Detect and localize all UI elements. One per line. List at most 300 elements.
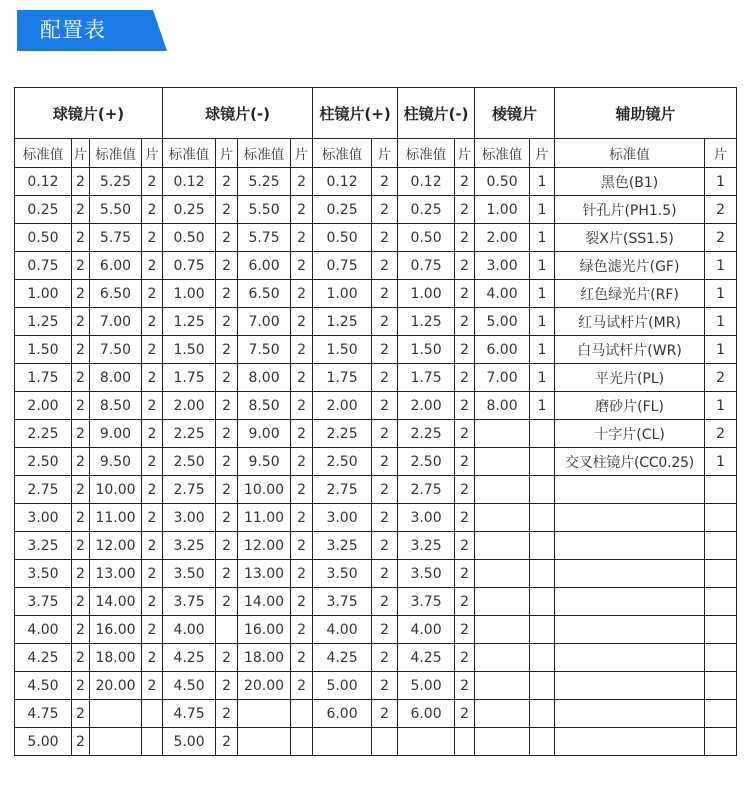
value-cell — [475, 588, 530, 616]
value-cell — [475, 700, 530, 728]
count-cell: 2 — [372, 168, 398, 196]
value-cell: 5.75 — [238, 224, 291, 252]
value-cell: 4.75 — [163, 700, 216, 728]
table-row — [15, 560, 737, 588]
count-cell: 2 — [291, 672, 313, 700]
value-cell: 2.75 — [398, 476, 455, 504]
value-cell: 6.00 — [398, 700, 455, 728]
value-cell: 5.25 — [90, 168, 142, 196]
count-header: 片 — [705, 139, 737, 168]
count-header: 片 — [142, 139, 163, 168]
count-cell: 2 — [455, 588, 475, 616]
value-cell: 3.75 — [398, 588, 455, 616]
value-cell: 1.00 — [15, 280, 72, 308]
value-cell: 7.00 — [238, 308, 291, 336]
count-cell: 2 — [72, 224, 90, 252]
value-cell: 2.00 — [163, 392, 216, 420]
value-cell — [555, 700, 705, 728]
count-cell: 2 — [142, 420, 163, 448]
value-cell — [555, 504, 705, 532]
count-cell — [530, 476, 555, 504]
value-cell — [238, 700, 291, 728]
count-cell: 2 — [216, 476, 238, 504]
count-cell — [705, 672, 737, 700]
table-row — [15, 364, 737, 392]
count-cell: 2 — [216, 336, 238, 364]
group-header: 柱镜片(+) — [313, 88, 398, 139]
count-cell: 2 — [142, 196, 163, 224]
value-cell: 4.25 — [15, 644, 72, 672]
table-row — [15, 504, 737, 532]
value-cell: 0.12 — [398, 168, 455, 196]
value-cell: 0.75 — [15, 252, 72, 280]
count-cell: 2 — [705, 364, 737, 392]
count-cell: 2 — [72, 392, 90, 420]
count-cell: 2 — [705, 420, 737, 448]
count-cell: 2 — [72, 560, 90, 588]
value-cell — [555, 616, 705, 644]
count-cell: 2 — [455, 168, 475, 196]
count-cell: 2 — [705, 224, 737, 252]
count-cell: 2 — [72, 420, 90, 448]
value-cell: 2.25 — [163, 420, 216, 448]
count-cell: 2 — [455, 280, 475, 308]
value-cell: 0.50 — [398, 224, 455, 252]
value-cell — [555, 532, 705, 560]
count-cell — [705, 560, 737, 588]
configuration-table — [14, 87, 737, 756]
value-header: 标准值 — [15, 139, 72, 168]
value-cell: 6.00 — [313, 700, 372, 728]
table-row — [15, 392, 737, 420]
value-cell — [475, 616, 530, 644]
count-cell — [530, 672, 555, 700]
value-cell: 3.50 — [313, 560, 372, 588]
count-cell — [530, 588, 555, 616]
count-header: 片 — [291, 139, 313, 168]
value-cell — [555, 560, 705, 588]
value-cell: 2.25 — [398, 420, 455, 448]
count-cell: 2 — [72, 364, 90, 392]
value-cell — [313, 728, 372, 756]
value-cell: 1.25 — [313, 308, 372, 336]
count-cell: 2 — [291, 504, 313, 532]
count-cell — [530, 616, 555, 644]
count-cell: 1 — [705, 336, 737, 364]
value-cell: 3.25 — [15, 532, 72, 560]
value-cell: 5.00 — [313, 672, 372, 700]
value-cell: 2.75 — [313, 476, 372, 504]
count-cell: 2 — [455, 616, 475, 644]
table-row — [15, 728, 737, 756]
count-cell: 1 — [530, 280, 555, 308]
value-cell: 0.50 — [475, 168, 530, 196]
count-cell: 2 — [372, 672, 398, 700]
value-cell: 12.00 — [238, 532, 291, 560]
count-cell: 2 — [455, 504, 475, 532]
value-cell: 0.75 — [398, 252, 455, 280]
value-cell: 裂X片(SS1.5) — [555, 224, 705, 252]
value-cell: 10.00 — [238, 476, 291, 504]
value-cell: 9.50 — [90, 448, 142, 476]
value-cell: 2.00 — [15, 392, 72, 420]
value-header: 标准值 — [555, 139, 705, 168]
count-cell — [705, 616, 737, 644]
value-cell: 1.50 — [163, 336, 216, 364]
value-cell — [555, 476, 705, 504]
value-cell: 14.00 — [238, 588, 291, 616]
count-cell: 2 — [216, 728, 238, 756]
value-cell: 18.00 — [238, 644, 291, 672]
count-cell: 2 — [291, 420, 313, 448]
count-cell: 2 — [291, 476, 313, 504]
count-cell: 2 — [72, 532, 90, 560]
value-cell: 4.25 — [313, 644, 372, 672]
count-cell: 1 — [530, 224, 555, 252]
value-cell: 0.12 — [15, 168, 72, 196]
value-cell: 6.00 — [238, 252, 291, 280]
count-cell: 1 — [530, 252, 555, 280]
count-cell: 1 — [705, 168, 737, 196]
value-cell: 3.25 — [313, 532, 372, 560]
value-cell: 1.00 — [398, 280, 455, 308]
count-cell: 2 — [455, 224, 475, 252]
value-cell: 0.12 — [313, 168, 372, 196]
count-cell — [372, 728, 398, 756]
count-cell: 2 — [216, 420, 238, 448]
value-header: 标准值 — [475, 139, 530, 168]
count-cell: 2 — [291, 308, 313, 336]
count-cell — [530, 560, 555, 588]
value-cell: 11.00 — [238, 504, 291, 532]
count-cell: 2 — [455, 196, 475, 224]
count-cell: 2 — [291, 392, 313, 420]
count-cell: 2 — [455, 420, 475, 448]
count-header: 片 — [530, 139, 555, 168]
count-cell — [705, 728, 737, 756]
count-cell: 2 — [72, 308, 90, 336]
table-row — [15, 616, 737, 644]
count-cell: 2 — [72, 644, 90, 672]
value-header: 标准值 — [238, 139, 291, 168]
value-cell: 3.50 — [398, 560, 455, 588]
value-cell: 6.00 — [475, 336, 530, 364]
count-cell: 2 — [142, 532, 163, 560]
count-cell — [455, 728, 475, 756]
value-cell: 3.00 — [15, 504, 72, 532]
count-cell: 2 — [216, 672, 238, 700]
value-header: 标准值 — [398, 139, 455, 168]
count-cell: 2 — [216, 224, 238, 252]
count-cell: 2 — [216, 280, 238, 308]
value-cell: 1.25 — [15, 308, 72, 336]
value-cell: 4.00 — [398, 616, 455, 644]
value-cell: 3.75 — [313, 588, 372, 616]
value-cell: 13.00 — [90, 560, 142, 588]
value-cell: 3.50 — [163, 560, 216, 588]
value-cell: 16.00 — [90, 616, 142, 644]
count-cell: 2 — [72, 588, 90, 616]
value-cell: 5.00 — [475, 308, 530, 336]
value-cell — [475, 532, 530, 560]
group-header-row — [15, 88, 737, 139]
table-row — [15, 280, 737, 308]
value-cell: 13.00 — [238, 560, 291, 588]
value-cell: 1.25 — [398, 308, 455, 336]
count-cell: 2 — [216, 504, 238, 532]
value-cell: 1.00 — [475, 196, 530, 224]
count-cell: 2 — [372, 448, 398, 476]
value-cell: 1.50 — [313, 336, 372, 364]
value-cell: 8.50 — [238, 392, 291, 420]
value-cell: 磨砂片(FL) — [555, 392, 705, 420]
section-title: 配置表 — [40, 18, 106, 42]
value-cell: 2.50 — [15, 448, 72, 476]
count-cell: 2 — [455, 560, 475, 588]
value-cell — [238, 728, 291, 756]
count-cell: 2 — [455, 336, 475, 364]
count-cell: 2 — [142, 336, 163, 364]
value-cell: 8.00 — [475, 392, 530, 420]
value-cell: 平光片(PL) — [555, 364, 705, 392]
count-cell: 2 — [142, 588, 163, 616]
count-cell: 2 — [216, 560, 238, 588]
count-cell: 1 — [530, 168, 555, 196]
count-cell: 2 — [291, 644, 313, 672]
count-cell: 2 — [455, 308, 475, 336]
value-cell: 0.50 — [163, 224, 216, 252]
count-cell: 2 — [216, 644, 238, 672]
value-cell: 红色绿光片(RF) — [555, 280, 705, 308]
value-cell: 2.75 — [15, 476, 72, 504]
value-cell: 8.50 — [90, 392, 142, 420]
count-cell: 2 — [455, 644, 475, 672]
count-cell — [216, 616, 238, 644]
value-cell: 3.00 — [475, 252, 530, 280]
value-cell — [475, 476, 530, 504]
count-cell: 1 — [705, 252, 737, 280]
count-cell: 2 — [291, 224, 313, 252]
count-cell — [530, 700, 555, 728]
count-cell: 2 — [372, 560, 398, 588]
value-cell: 10.00 — [90, 476, 142, 504]
count-cell: 2 — [72, 672, 90, 700]
count-cell — [530, 644, 555, 672]
count-cell: 2 — [72, 252, 90, 280]
value-cell: 黑色(B1) — [555, 168, 705, 196]
count-header: 片 — [216, 139, 238, 168]
count-cell: 2 — [372, 504, 398, 532]
count-cell: 2 — [72, 196, 90, 224]
count-cell: 2 — [216, 168, 238, 196]
group-header: 柱镜片(-) — [398, 88, 475, 139]
count-cell: 2 — [372, 476, 398, 504]
value-cell — [555, 672, 705, 700]
value-cell: 2.50 — [163, 448, 216, 476]
value-cell: 2.50 — [313, 448, 372, 476]
value-cell: 6.50 — [90, 280, 142, 308]
count-cell: 2 — [372, 420, 398, 448]
value-cell — [398, 728, 455, 756]
count-cell: 2 — [72, 448, 90, 476]
count-cell: 2 — [72, 728, 90, 756]
count-cell — [530, 420, 555, 448]
count-cell: 2 — [216, 700, 238, 728]
count-cell: 2 — [142, 392, 163, 420]
count-cell: 1 — [530, 308, 555, 336]
value-cell: 0.25 — [15, 196, 72, 224]
value-cell: 0.50 — [15, 224, 72, 252]
count-cell: 2 — [372, 700, 398, 728]
value-cell: 5.00 — [398, 672, 455, 700]
value-cell — [475, 672, 530, 700]
count-cell: 2 — [142, 448, 163, 476]
value-cell — [475, 504, 530, 532]
count-cell: 2 — [372, 252, 398, 280]
count-cell: 2 — [142, 168, 163, 196]
value-cell: 3.50 — [15, 560, 72, 588]
value-cell: 8.00 — [238, 364, 291, 392]
count-cell: 2 — [291, 560, 313, 588]
value-cell: 4.75 — [15, 700, 72, 728]
count-cell: 1 — [705, 308, 737, 336]
value-cell: 2.50 — [398, 448, 455, 476]
value-cell — [90, 700, 142, 728]
group-header: 球镜片(-) — [163, 88, 313, 139]
count-cell: 2 — [72, 616, 90, 644]
count-cell — [291, 728, 313, 756]
count-cell: 2 — [372, 644, 398, 672]
value-cell: 3.75 — [163, 588, 216, 616]
count-cell: 2 — [455, 252, 475, 280]
value-cell: 1.50 — [15, 336, 72, 364]
value-cell: 0.12 — [163, 168, 216, 196]
value-cell: 针孔片(PH1.5) — [555, 196, 705, 224]
count-cell: 2 — [372, 280, 398, 308]
count-cell: 2 — [291, 588, 313, 616]
count-cell: 2 — [291, 336, 313, 364]
value-cell: 2.25 — [15, 420, 72, 448]
value-cell: 5.50 — [238, 196, 291, 224]
count-cell: 2 — [455, 476, 475, 504]
table-row — [15, 644, 737, 672]
table-row — [15, 252, 737, 280]
value-cell: 1.00 — [163, 280, 216, 308]
value-cell: 20.00 — [90, 672, 142, 700]
count-cell: 2 — [216, 392, 238, 420]
count-cell: 1 — [530, 336, 555, 364]
value-cell: 1.75 — [398, 364, 455, 392]
value-cell — [555, 644, 705, 672]
value-cell: 8.00 — [90, 364, 142, 392]
count-cell: 1 — [705, 448, 737, 476]
value-cell: 1.75 — [163, 364, 216, 392]
value-cell: 2.00 — [398, 392, 455, 420]
count-cell: 2 — [291, 168, 313, 196]
count-cell: 2 — [291, 196, 313, 224]
value-cell: 2.75 — [163, 476, 216, 504]
count-header: 片 — [72, 139, 90, 168]
value-cell: 3.00 — [163, 504, 216, 532]
value-cell: 20.00 — [238, 672, 291, 700]
count-header: 片 — [455, 139, 475, 168]
count-cell: 2 — [72, 504, 90, 532]
value-cell: 6.50 — [238, 280, 291, 308]
count-cell: 1 — [705, 280, 737, 308]
count-cell: 2 — [291, 252, 313, 280]
value-cell: 16.00 — [238, 616, 291, 644]
table-row — [15, 532, 737, 560]
value-cell: 1.75 — [15, 364, 72, 392]
count-cell: 2 — [142, 616, 163, 644]
group-header: 辅助镜片 — [555, 88, 737, 139]
value-cell — [475, 420, 530, 448]
table-row — [15, 476, 737, 504]
table-row — [15, 224, 737, 252]
value-cell: 6.00 — [90, 252, 142, 280]
value-header: 标准值 — [163, 139, 216, 168]
count-cell: 2 — [455, 532, 475, 560]
count-cell: 2 — [372, 308, 398, 336]
value-cell: 3.25 — [398, 532, 455, 560]
count-cell: 1 — [530, 196, 555, 224]
table-row — [15, 196, 737, 224]
table-row — [15, 168, 737, 196]
table-row — [15, 700, 737, 728]
count-cell — [705, 644, 737, 672]
count-cell — [291, 700, 313, 728]
count-cell: 2 — [455, 448, 475, 476]
value-cell — [475, 560, 530, 588]
value-cell: 1.75 — [313, 364, 372, 392]
count-cell: 2 — [455, 392, 475, 420]
count-cell: 2 — [372, 588, 398, 616]
value-cell: 4.00 — [313, 616, 372, 644]
count-cell: 2 — [455, 672, 475, 700]
value-cell: 4.25 — [398, 644, 455, 672]
value-cell: 18.00 — [90, 644, 142, 672]
value-cell: 7.50 — [90, 336, 142, 364]
group-header: 棱镜片 — [475, 88, 555, 139]
count-cell: 2 — [72, 700, 90, 728]
value-header: 标准值 — [90, 139, 142, 168]
table-row — [15, 588, 737, 616]
value-cell: 红马试杆片(MR) — [555, 308, 705, 336]
count-cell: 2 — [72, 280, 90, 308]
count-cell: 2 — [291, 364, 313, 392]
count-cell: 2 — [216, 252, 238, 280]
value-cell: 1.25 — [163, 308, 216, 336]
value-cell: 4.50 — [163, 672, 216, 700]
table-row — [15, 420, 737, 448]
value-cell: 3.00 — [398, 504, 455, 532]
count-cell: 2 — [291, 448, 313, 476]
value-cell: 12.00 — [90, 532, 142, 560]
value-cell: 9.50 — [238, 448, 291, 476]
value-cell — [475, 448, 530, 476]
count-cell: 2 — [705, 196, 737, 224]
count-cell: 2 — [142, 504, 163, 532]
count-cell — [705, 532, 737, 560]
value-cell: 3.75 — [15, 588, 72, 616]
value-cell — [555, 588, 705, 616]
value-cell: 14.00 — [90, 588, 142, 616]
value-cell — [475, 728, 530, 756]
count-cell: 2 — [72, 168, 90, 196]
count-cell: 2 — [216, 196, 238, 224]
subheader-row — [15, 139, 737, 168]
table-row — [15, 448, 737, 476]
